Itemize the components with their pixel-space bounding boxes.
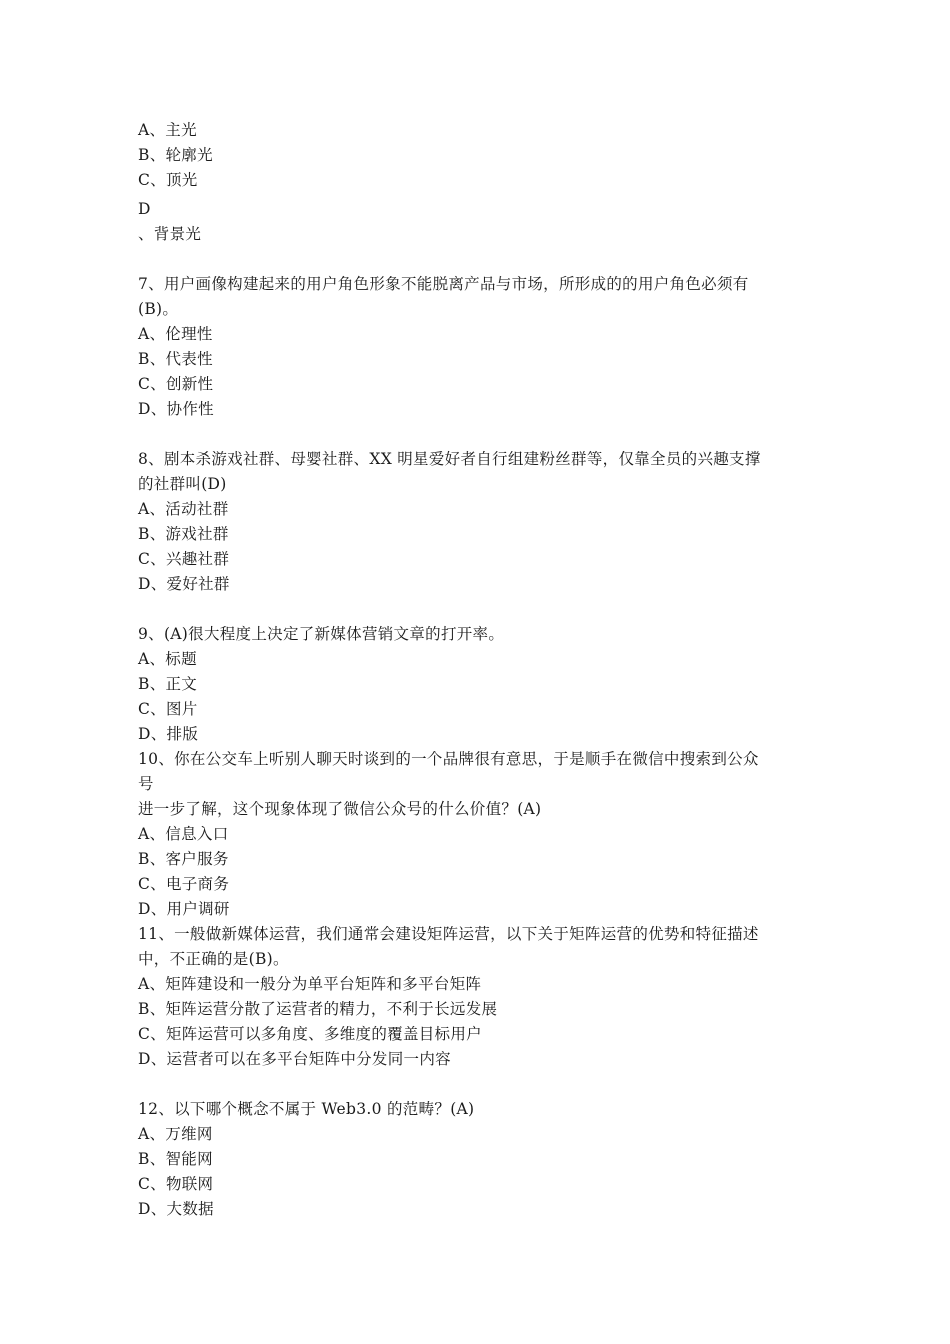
option-b: B、轮廓光 <box>138 146 213 164</box>
option-c: C、图片 <box>138 700 198 718</box>
question-text: 7、用户画像构建起来的用户角色形象不能脱离产品与市场，所形成的的用户角色必须有 <box>138 275 749 293</box>
question-text: 进一步了解，这个现象体现了微信公众号的什么价值？(A) <box>138 800 542 818</box>
option-a: A、万维网 <box>138 1125 213 1143</box>
document-page <box>138 118 818 1222</box>
option-a: A、主光 <box>138 121 197 139</box>
question-text: 8、剧本杀游戏社群、母婴社群、XX 明星爱好者自行组建粉丝群等，仅靠全员的兴趣支撑 <box>138 450 761 468</box>
question-text: (B)。 <box>138 300 179 318</box>
question-block-0 <box>138 118 818 247</box>
question-text: 号 <box>138 775 154 793</box>
option-d: D、用户调研 <box>138 900 230 918</box>
question-text: 中，不正确的是(B)。 <box>138 950 289 968</box>
question-9 <box>138 622 818 747</box>
option-b: B、游戏社群 <box>138 525 229 543</box>
question-text: 10、你在公交车上听别人聊天时谈到的一个品牌很有意思，于是顺手在微信中搜索到公众 <box>138 750 759 768</box>
option-b: B、正文 <box>138 675 198 693</box>
option-c: C、矩阵运营可以多角度、多维度的覆盖目标用户 <box>138 1025 482 1043</box>
option-a: A、矩阵建设和一般分为单平台矩阵和多平台矩阵 <box>138 975 482 993</box>
question-12 <box>138 1097 818 1222</box>
option-d: D、协作性 <box>138 400 214 418</box>
question-10 <box>138 747 818 922</box>
option-d: D、运营者可以在多平台矩阵中分发同一内容 <box>138 1050 451 1068</box>
option-a: A、伦理性 <box>138 325 213 343</box>
option-c: C、物联网 <box>138 1175 214 1193</box>
question-7 <box>138 272 818 422</box>
option-d-letter: D <box>138 200 151 218</box>
option-b: B、客户服务 <box>138 850 229 868</box>
option-a: A、标题 <box>138 650 197 668</box>
option-d: D、大数据 <box>138 1200 214 1218</box>
question-text: 12、以下哪个概念不属于 Web3.0 的范畴？(A) <box>138 1100 475 1118</box>
option-a: A、信息入口 <box>138 825 229 843</box>
question-8 <box>138 447 818 597</box>
option-d: D、爱好社群 <box>138 575 230 593</box>
option-a: A、活动社群 <box>138 500 229 518</box>
question-11 <box>138 922 818 1072</box>
option-c: C、电子商务 <box>138 875 230 893</box>
option-c: C、兴趣社群 <box>138 550 230 568</box>
option-d-text: 、背景光 <box>138 225 202 243</box>
question-text: 的社群叫(D) <box>138 475 227 493</box>
question-text: 9、(A)很大程度上决定了新媒体营销文章的打开率。 <box>138 625 505 643</box>
option-c: C、顶光 <box>138 171 198 189</box>
option-c: C、创新性 <box>138 375 214 393</box>
question-text: 11、一般做新媒体运营，我们通常会建设矩阵运营，以下关于矩阵运营的优势和特征描述 <box>138 925 759 943</box>
option-b: B、代表性 <box>138 350 213 368</box>
option-b: B、智能网 <box>138 1150 213 1168</box>
option-d: D、排版 <box>138 725 199 743</box>
option-b: B、矩阵运营分散了运营者的精力，不利于长远发展 <box>138 1000 498 1018</box>
